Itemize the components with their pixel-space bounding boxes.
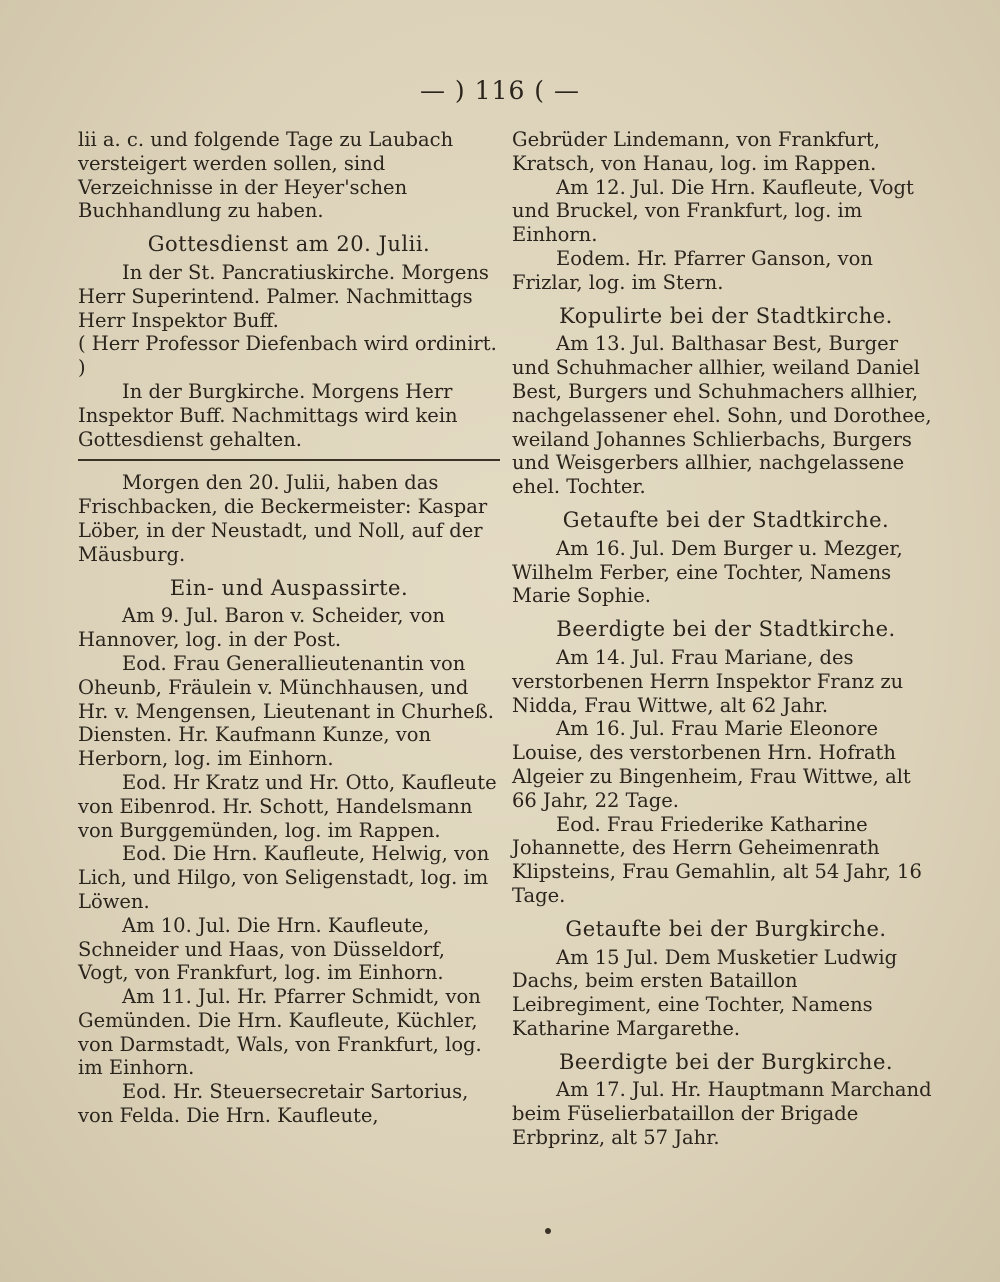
paragraph: Am 14. Jul. Frau Mariane, des verstorbenen Herrn Inspektor Franz zu Nidda, Frau Wittwe, alt 62 Jahr. [512, 645, 910, 717]
section-heading: Beerdigte bei der Burgkirche. [558, 1049, 894, 1074]
paragraph: Am 13. Jul. Balthasar Best, Burger und Schuhmacher allhier, weiland Daniel Best, Burgers und Schuhmachers allhier, nachgelassener ehel. Sohn, und Dorothee, weiland Johannes Schlierbachs, Burgers und Weisgerbers allhier, nachgelassene ehel. Tochter. [512, 332, 938, 499]
section-heading: Gottesdienst am 20. Julii. [147, 232, 431, 257]
section-heading: Getaufte bei der Stadtkirche. [562, 507, 890, 532]
paragraph: Eodem. Hr. Pfarrer Ganson, von Frizlar, log. im Stern. [512, 246, 880, 294]
section-divider [78, 459, 500, 461]
paragraph: Am 10. Jul. Die Hrn. Kaufleute, Schneider und Haas, von Düsseldorf, Vogt, von Frankfurt, log. im Einhorn. [78, 913, 452, 985]
paragraph: Am 9. Jul. Baron v. Scheider, von Hannover, log. in der Post. [78, 604, 452, 652]
page-number-header: — ) 116 ( — [419, 76, 580, 105]
paragraph: Am 16. Jul. Frau Marie Eleonore Louise, des verstorbenen Hrn. Hofrath Algeier zu Bingenheim, Frau Wittwe, alt 66 Jahr, 22 Tage. [512, 717, 917, 812]
paragraph: lii a. c. und folgende Tage zu Laubach versteigert werden sollen, sind Verzeichnisse in der Heyer'schen Buchhandlung zu haben. [78, 128, 460, 223]
ornament-dot [545, 1228, 551, 1234]
paragraph: Gebrüder Lindemann, von Frankfurt, Kratsch, von Hanau, log. im Rappen. [512, 128, 887, 175]
paragraph: Am 16. Jul. Dem Burger u. Mezger, Wilhelm Ferber, eine Tochter, Namens Marie Sophie. [512, 536, 909, 608]
section-heading: Ein- und Auspassirte. [169, 575, 409, 600]
paragraph: In der Burgkirche. Morgens Herr Inspektor Buff. Nachmittags wird kein Gottesdienst gehalten. [78, 379, 464, 451]
paragraph: Eod. Hr. Steuersecretair Sartorius, von Felda. Die Hrn. Kaufleute, [78, 1080, 475, 1128]
section-heading: Getaufte bei der Burgkirche. [565, 916, 887, 941]
paragraph: Am 11. Jul. Hr. Pfarrer Schmidt, von Gemünden. Die Hrn. Kaufleute, Küchler, von Darmstadt, Wals, von Frankfurt, log. im Einhorn. [78, 985, 488, 1080]
paragraph: Eod. Hr Kratz und Hr. Otto, Kaufleute von Eibenrod. Hr. Schott, Handelsmann von Burggemünden, log. im Rappen. [78, 770, 503, 842]
paragraph: Eod. Frau Friederike Katharine Johannette, des Herrn Geheimenrath Klipsteins, Frau Gemahlin, alt 54 Jahr, 16 Tage. [512, 812, 929, 907]
paragraph: Am 15 Jul. Dem Musketier Ludwig Dachs, beim ersten Bataillon Leibregiment, eine Tochter, Namens Katharine Margarethe. [512, 945, 904, 1040]
paragraph: Eod. Die Hrn. Kaufleute, Helwig, von Lich, und Hilgo, von Seligenstadt, log. im Löwen. [78, 842, 496, 913]
paragraph: In der St. Pancratiuskirche. Morgens Herr Superintend. Palmer. Nachmittags Herr Inspektor Buff. [78, 260, 496, 332]
paragraph: ( Herr Professor Diefenbach wird ordinirt. ) [78, 332, 503, 380]
section-heading: Beerdigte bei der Stadtkirche. [556, 617, 896, 642]
paragraph: Am 12. Jul. Die Hrn. Kaufleute, Vogt und Bruckel, von Frankfurt, log. im Einhorn. [512, 175, 921, 247]
paragraph: Morgen den 20. Julii, haben das Frischbacken, die Beckermeister: Kaspar Löber, in der Neustadt, und Noll, auf der Mäusburg. [78, 471, 494, 566]
paragraph: Am 17. Jul. Hr. Hauptmann Marchand beim Füselierbataillon der Brigade Erbprinz, alt 57 Jahr. [512, 1078, 938, 1150]
paragraph: Eod. Frau Generallieutenantin von Oheunb, Fräulein v. Münchhausen, und Hr. v. Mengensen, Lieutenant in Churheß. Diensten. Hr. Kaufmann Kunze, von Herborn, log. im Einhorn. [78, 651, 501, 771]
left-column [78, 128, 503, 1128]
right-column [512, 128, 940, 1150]
section-heading: Kopulirte bei der Stadtkirche. [559, 303, 893, 328]
